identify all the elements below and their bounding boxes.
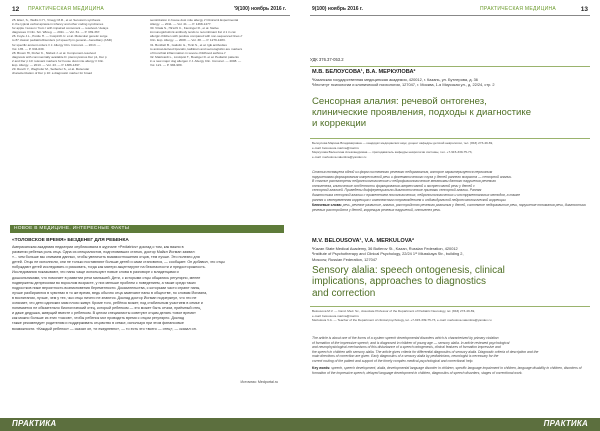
ru-keywords	[312, 203, 590, 212]
news-line: в воспитании, лучше, чем у тех, чьи отцы ничего не знаются. Доклад доктор Йогман подчеркнул, что это не	[12, 295, 197, 300]
news-line: развитии ребенка роль отца. Одна из специалистов, подготовивших статью, доктор Майкл Йогман заявил:	[12, 250, 196, 255]
reference-line: for specific ancient orders // J. Allergy Clin. Immunol. — 2013. —	[12, 42, 101, 47]
reference-line: Clin. Exp. Allergy. — 2008. — Vol. 38. — P. 1279-1283.	[150, 38, 226, 43]
abstract-line: онтогенеза, клинические особенности формирования импрессивной и экспрессивной речи у детей с	[312, 183, 475, 188]
affiliation-line: ²Институт психологии и клинической психологии, 127047, г. Москва, 1-я Миусская ул., д. 22/24, стр. 2	[312, 82, 495, 88]
affiliation-line: ¹Казанская государственная медицинская академия, 420012, г. Казань, ул. Бутлерова, д. 36	[312, 77, 478, 82]
ru-keywords-label: Ключевые слова:	[312, 203, 342, 207]
reference-line: 30. Vrtala S., Hirschl C., Kieninger R., et al. Native	[150, 26, 219, 31]
news-source: Источник: Medportal.ru	[240, 380, 278, 384]
reference-line: immunoglobulin E antibody tends to recombinant Fel d 1 in cat	[150, 30, 236, 35]
ru-title-rule	[310, 138, 590, 139]
reference-line: characterization of Der p 10: a diagnostic marker for broad	[12, 71, 92, 76]
news-line: побуждают детей исследовать и рисковать, тогда как матери акцентируют на безопасности и предосторожность.	[12, 265, 206, 270]
news-line: детей. Отцы не исполнили, они не только поставляют больше детей и сами становятся, — сообщает. Он добавил, что отцы	[12, 260, 225, 265]
reference-line: Allergy. — 2011. — Vol. 41. — P. 1468-1477.	[150, 22, 212, 27]
ru-affiliations	[312, 77, 495, 88]
contact-line: e-mail: belousova.marina@mail.ru	[312, 313, 359, 318]
abstract-line: В статье рассмотрены нейропсихологические и нейрофизиологические механизмы данного нарушения речевого	[312, 179, 496, 184]
title-line: и коррекции	[312, 118, 367, 130]
reference-line: 25. Eliez, S., Wellis C.H., Vinegy M.R., et al. Serotonin synthesis	[12, 18, 101, 22]
contact-line: Merkulova V.A. — Teacher of the Department of clinical psychology, tel. +7-915-339-75-73, e-mail: merkulova.valentina@yandex.ru	[312, 318, 492, 323]
news-line: Американская академия педиатрии опубликовала в журнале «Pediatrics» доклад о том, как важно в	[12, 245, 184, 249]
abstract-line: and neurophysiological mechanisms of this disturbance of a speech ontogenesis, clinical features of formation impressive and	[312, 345, 501, 350]
right-journal-title: ПРАКТИЧЕСКАЯ МЕДИЦИНА	[480, 6, 557, 12]
reference-line: 26. Foyle J.L., Postle H. — Cuspin/K.U. et al. Molecular genetic surge	[12, 34, 108, 39]
ru-author-contacts	[312, 141, 592, 160]
ru-abstract	[312, 170, 590, 202]
left-footer-logo: ПРАКТИКА	[12, 419, 57, 428]
reference-line: 28. Brown HI, Fisher K., Nisbett J. et al. Component-resolved	[12, 50, 96, 55]
references-column-1	[12, 18, 140, 75]
en-article-title	[312, 265, 592, 299]
right-header-rule	[310, 15, 590, 16]
reference-line: Exp. Allergy. — 2013. — Vol. 43. — P. 1386-1397.	[12, 63, 81, 68]
ru-article-title	[312, 96, 592, 130]
references-column-2	[150, 18, 282, 67]
abstract-line: of formation of the impressive speech, and is diagnosed in children of young age — sensory alalia. In article reviewed psychological	[312, 340, 510, 345]
contact-line: Меркулова Валентина Александровна — преподаватель кафедры неврологии системы, тел. +7-915-339-75-73,	[312, 150, 473, 155]
title-line: and correction	[312, 287, 376, 299]
abstract-line: the speech in children with sensory alalia. The article gives criteria for differential diagnostics of sensory alalia. Diagnostic criteria of description and the	[312, 349, 539, 354]
news-line: также рекомендует родителям и поддерживать отцовство в семье, используя при этом финансовые	[12, 321, 184, 326]
abstract-line: main directions of correction are given. Early diagnostics of a sensory alalia by pediatricians, neurologist is necessary for the	[312, 354, 499, 359]
contact-line: Белоусова Марина Владимировна — кандидат медицинских наук, доцент кафедры детской неврологии, тел. (843) 273-49-69,	[312, 141, 494, 145]
abstract-line: диагностика сенсорной алалии с применением психологических, нейропсихологических и инструментальных методов, а также	[312, 192, 520, 197]
reference-line: in a new major dog allergen // J. Allergy Clin. Immunol. — 2008. —	[150, 58, 242, 63]
left-footer	[0, 418, 300, 431]
abstract-line: ранняя и своевременная коррекция с комплексным сопровождением и индивидуальной нейропсихологической коррекции.	[312, 197, 507, 202]
news-line: Исследования показывают, что папы чаще используют новые слова в разговоре с младенцами и	[12, 270, 179, 275]
right-running-header	[300, 4, 600, 14]
reference-line: 31. Bonifazi B., Galiulin G., Tickt S., et al. IgE antibodies	[150, 42, 227, 47]
news-line: возможности. «Каждый ребенок» — сказал он, «и ежедневно», — то есть это «всего — отец», — сказал он.	[12, 326, 197, 331]
reference-line: to 87 classic pediatric/disorders (of speech) in general—hereditary (ASD)	[12, 38, 113, 43]
right-page	[300, 0, 600, 431]
right-issue: 9(100) ноябрь 2016 г.	[312, 6, 363, 12]
en-author-contacts	[312, 309, 592, 323]
reference-line: 2 and Der p 10: relevant markers for house dust mite allergy // Clin.	[12, 58, 104, 63]
reference-line: allergic children with positive compared with non-sequenced lines //	[150, 34, 243, 39]
reference-line: diagnoses // Clin. Sci. Wkreg. — 2011. — Vol. 61. — P. 339-367.	[12, 30, 101, 35]
left-page-number: 12	[12, 5, 20, 13]
reference-line: Vol. 135. — P. 634-639.	[12, 46, 45, 51]
abstract-line: The article is about one of the forms of a system speech developmental disorders which is characterized by primary violation	[312, 336, 499, 340]
title-line: клинические проявления, подходы к диагностике	[312, 107, 532, 119]
en-keywords-text: speech, speech development, alalia, developmental language disorder in children, specific language impairment in children, language disability in children, disorders of formation of the impressive speech, delayed language development in children, diagnostics of speech disorders, stages of correctional work.	[312, 366, 582, 375]
news-line: как можно больше из этих «часов», чтобы ребенок мог проводить время с отцом регулярно. Доклад	[12, 316, 184, 321]
news-line: «... чем больше мы снимаем данных, чтобы увеличить взаимоотношения отцов, тем лучше. Это полезно для	[12, 255, 200, 260]
reference-line: Vol. 121. — P. 984-989.	[150, 63, 183, 68]
right-footer	[300, 418, 600, 431]
udk-code: УДК 376.37-053.2	[310, 57, 344, 62]
news-line: дошкольниками, что помогает в развитии речи малышей. Дети, с которыми отцы общались регулярно, менее	[12, 275, 201, 280]
abstract-line: сенсорной алалией. Приведены дифференциально-диагностические признаки сенсорной алалии. Ранняя	[312, 188, 482, 193]
en-title-rule	[310, 306, 590, 307]
news-title: «ТОЛОВСКОЕ ВРЕМЯ» БЕЗДЕНЕГ ДЛЯ РЕБЕНКА	[12, 238, 129, 243]
en-keywords	[312, 366, 590, 375]
affiliation-line: ²Institute of Psychotherapy and Clinical Psychology, 22/24 1ˢᵗ Miusskaya Str., building 2,	[312, 251, 464, 257]
news-line: подвержены депрессиям во взрослом возрасте, у них меньше проблем с поведением, а также среди таких	[12, 280, 196, 285]
news-line: лучше разбираются в чувствах в то же время, ведь обычно отца замечают папы в обществе, по словам Йогмана,	[12, 290, 208, 295]
news-line: и даже дедушка, живущий вместе с ребенком. В целом специалисты советуют отцам делать «свое время»	[12, 311, 196, 316]
en-keywords-label: Key words:	[312, 366, 331, 370]
reference-line: in the typical verbal apraxia in infancy and other coding syndromes	[12, 22, 104, 27]
right-footer-logo: ПРАКТИКА	[543, 419, 588, 428]
udk-rule	[310, 66, 590, 67]
affiliation-line: Moscow, Russian Federation, 127047	[312, 256, 378, 262]
title-line: Сенсорная алалия: речевой онтогенез,	[312, 96, 487, 107]
reference-line: 29. Resch Y., Weghofer M., Seiberler S., et al. Molecular	[12, 67, 90, 72]
news-line: подростков ниже вероятность возникновения беременности. Доказательства, с которыми часто играют папы,	[12, 285, 201, 290]
en-abstract	[312, 336, 590, 364]
reference-line: diagnosis with commercially available D. pteronyssinus Der p1, Der p	[12, 54, 107, 59]
title-line: implications, approaches to diagnostics	[312, 276, 486, 288]
ru-authors: М.В. БЕЛОУСОВА¹, В.А. МЕРКУЛОВА²	[312, 69, 416, 75]
news-line: означает, что дети одиноких мам плохо живут. Кроме того, ребёнок может, под стабильным участием в семье и	[12, 301, 203, 306]
left-issue: '9(100) ноябрь 2016 г.	[233, 6, 286, 12]
contact-line: e-mail: merkulova.valentina@yandex.ru	[312, 155, 367, 160]
reference-line: to animal-derived lipocalin, kallikrein and secretoglobin are markers	[150, 46, 243, 51]
abstract-line: Статья посвящена одной из форм системного речевого недоразвития, которое характеризуется первичным	[312, 170, 493, 174]
contact-line: e-mail: belousova.marina@mail.ru	[312, 145, 359, 150]
left-header-rule	[10, 15, 290, 16]
reference-line: of bronchial inflammation in severe childhood asthma //	[150, 50, 226, 55]
title-line: Sensory alalia: speech ontogenesis, clinical	[312, 265, 505, 276]
affiliation-line: ¹Kazan State Medical Academy, 36 Butlerov St., Kazan, Russian Federation, 420012	[312, 246, 458, 251]
abstract-line: нарушениями формирования импрессивной речи и фонематического слуха у детей раннего возраста — сенсорной алалии.	[312, 174, 513, 179]
ru-keywords-text: речь, речевое развитие, алалия, расстройство речевого развития у детей, системное недоразвитие речи, нарушение понимания речи, диагностика речевых расстройств у детей, коррекция речевых нарушений, онтогенез речи.	[312, 203, 586, 212]
contact-line: Belousova M.V. — Cand. Med. Sc., Associate Professor of the Department of Pediatric Neurology, tel. (843) 273-49-69,	[312, 309, 476, 313]
reference-line: sensitization in house dust mite allergy // Clinical & Experimental	[150, 18, 239, 22]
left-journal-title: ПРАКТИЧЕСКАЯ МЕДИЦИНА	[28, 6, 105, 12]
news-line: понимается не обязательно биологический отец, который ребенком — это может быть отчим, приёмный отец	[12, 306, 201, 311]
right-page-number: 13	[580, 5, 588, 13]
reference-line: 32. Matricardi L., Lindqvist T., Boettger D. et al. Pediatric patients	[150, 54, 239, 59]
news-body	[12, 245, 280, 332]
abstract-line: correct routing of the patient and support of the timely complex medical-psychological and correctional help.	[312, 358, 474, 363]
news-section-header: НОВОЕ В МЕДИЦИНЕ. ИНТЕРЕСНЫЕ ФАКТЫ	[10, 225, 284, 233]
left-running-header	[0, 4, 300, 14]
en-authors: M.V. BELOUSOVA¹, V.A. MERKULOVA²	[312, 238, 414, 244]
en-affiliations	[312, 246, 464, 262]
reference-line: for apple / lesson / from / with impaired consonant — resolved / delays	[12, 26, 109, 31]
